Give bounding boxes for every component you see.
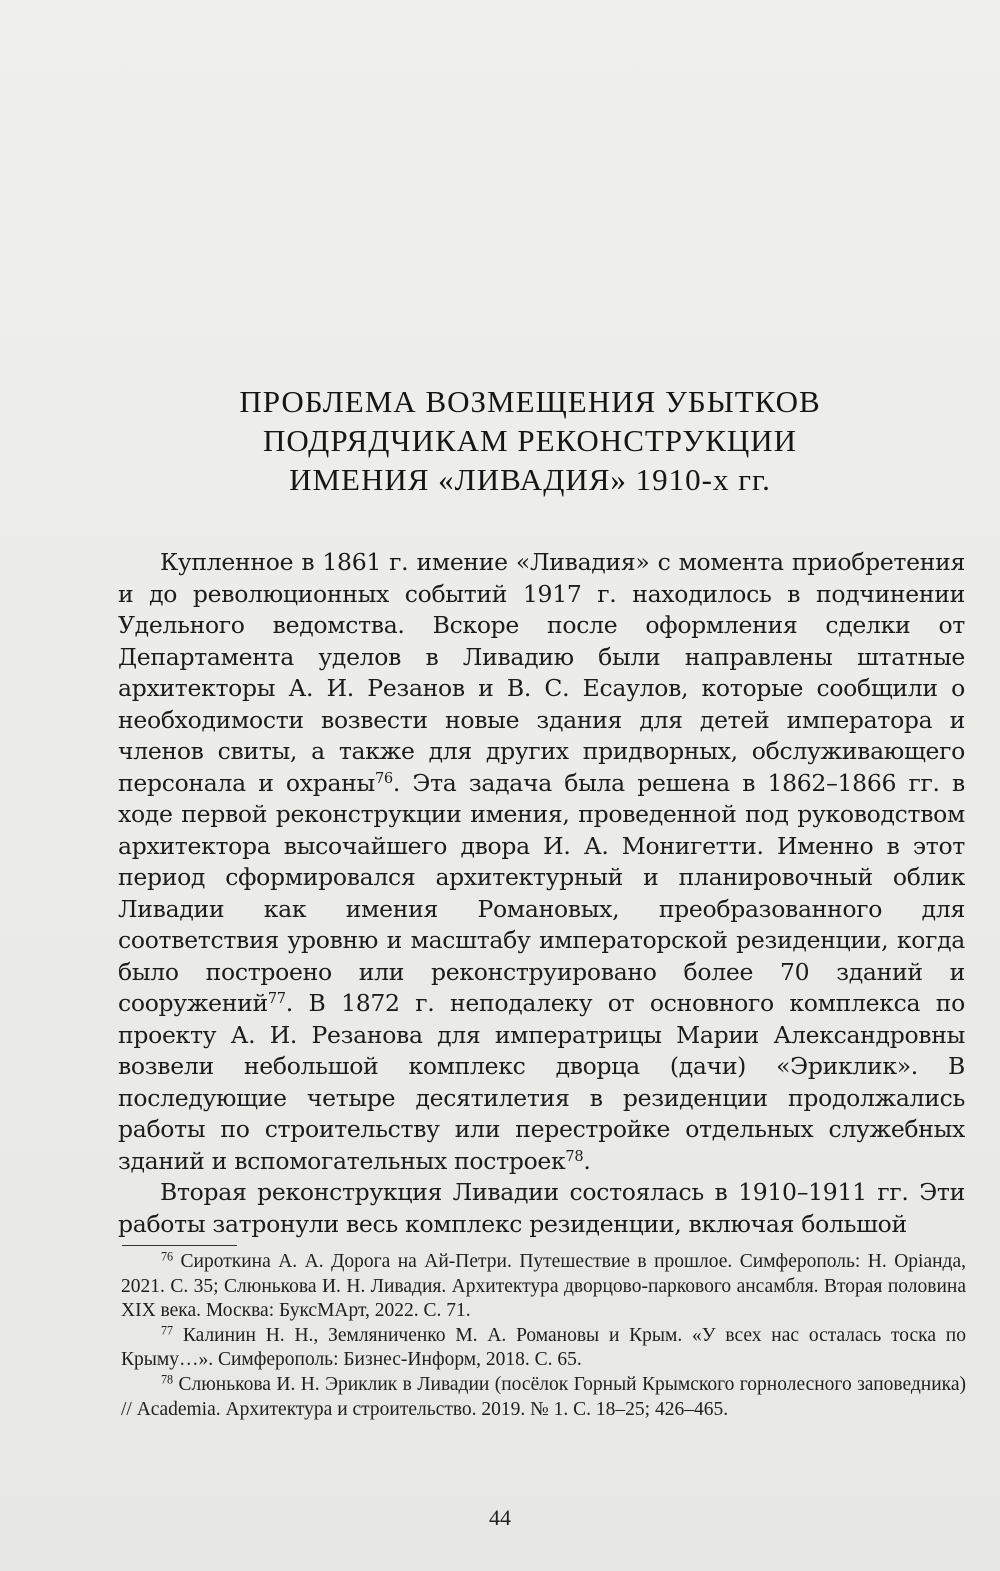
- footnote-ref-78[interactable]: 78: [565, 1147, 584, 1165]
- paragraph-1-part-a: Купленное в 1861 г. имение «Ливадия» с момента приобретения и до революционных событий 1917 г. находилось в подчинении Удельного ведомства. Вскоре после оформления сделки от Департамента уделов в Ливадию были направлены штатные архитекторы А. И. Резанов и В. С. Есаулов, которые сообщили о необходимости возвести новые здания для детей императора и членов свиты, а также для других придворных, обслуживающего персонала и охраны: [118, 548, 965, 797]
- footnotes: [121, 1250, 966, 1422]
- chapter-title-line-2: ПОДРЯДЧИКАМ РЕКОНСТРУКЦИИ: [262, 423, 798, 458]
- footnote-76: [121, 1250, 966, 1324]
- footnote-77: [121, 1324, 966, 1373]
- footnote-divider: [122, 1245, 237, 1246]
- footnote-text: Слюнькова И. Н. Эриклик в Ливадии (посёлок Горный Крымского горнолесного заповедника) // Academia. Архитектура и строительство. 2019. № 1. С. 18–25; 426–465.: [121, 1373, 966, 1420]
- page-number: 44: [489, 1505, 511, 1530]
- footnote-ref-76[interactable]: 76: [374, 769, 393, 787]
- paragraph-1: [118, 547, 965, 1177]
- footnote-ref-77[interactable]: 77: [267, 990, 286, 1007]
- footnote-number: 78: [161, 1372, 174, 1387]
- body-text: [118, 547, 965, 1240]
- footnote-text: Калинин Н. Н., Земляниченко М. А. Романовы и Крым. «У всех нас осталась тоска по Крыму…». Симферополь: Бизнес-Информ, 2018. С. 65.: [121, 1324, 966, 1371]
- footnote-number: 77: [161, 1323, 174, 1338]
- chapter-title-line-1: ПРОБЛЕМА ВОЗМЕЩЕНИЯ УБЫТКОВ: [239, 384, 821, 419]
- chapter-title: [120, 382, 940, 499]
- paragraph-1-part-d: .: [583, 1146, 591, 1175]
- paragraph-1-part-b: . Эта задача была решена в 1862–1866 гг. в ходе первой реконструкции имения, проведенной под руководством архитектора высочайшего двора И. А. Монигетти. Именно в этот период сформировался архитектурный и планировочный облик Ливадии как имения Романовых, преобразованного для соответствия уровню и масштабу императорской резиденции, когда было построено или реконструировано более 70 зданий и сооружений: [118, 768, 965, 1017]
- footnote-78: [121, 1373, 966, 1422]
- chapter-title-line-3: ИМЕНИЯ «ЛИВАДИЯ» 1910-х гг.: [289, 462, 771, 497]
- paragraph-2: Вторая реконструкция Ливадии состоялась в 1910–1911 гг. Эти работы затронули весь комплекс резиденции, включая большой: [118, 1178, 965, 1238]
- footnote-text: Сироткина А. А. Дорога на Ай-Петри. Путешествие в прошлое. Симферополь: Н. Орiанда, 2021. С. 35; Слюнькова И. Н. Ливадия. Архитектура дворцово-паркового ансамбля. Вторая половина XIX века. Москва: БуксМАрт, 2022. С. 71.: [121, 1251, 966, 1322]
- footnote-number: 76: [161, 1249, 174, 1264]
- paragraph-1-part-c: . В 1872 г. неподалеку от основного комплекса по проекту А. И. Резанова для императрицы Марии Александровны возвели небольшой комплекс дворца (дачи) «Эриклик». В последующие четыре десятилетия в резиденции продолжались работы по строительству или перестройке отдельных служебных зданий и вспомогательных построек: [118, 989, 965, 1175]
